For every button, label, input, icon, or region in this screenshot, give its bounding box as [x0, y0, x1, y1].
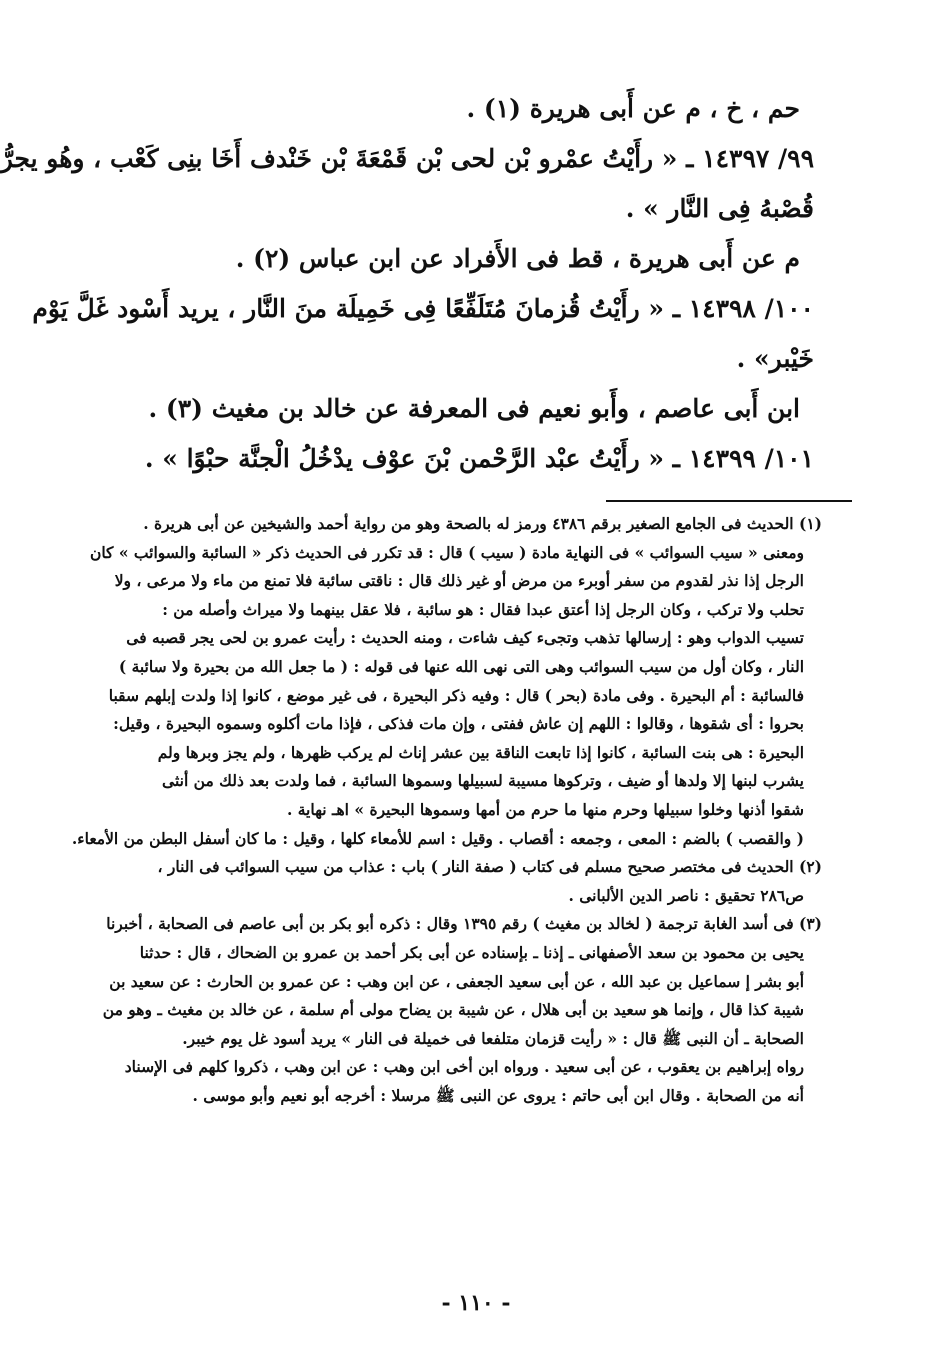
footnote-line: (٣) فى أسد الغابة ترجمة ( لخالد بن مغيث ) رقم ١٣٩٥ وقال : ذكره أبو بكر بن أبى عاصم فى الصحابة ، أخبرنا	[106, 914, 822, 934]
footnote-line: النار ، وكان أول من سيب السوائب وهى التى نهى الله عنها فى قوله : ( ما جعل الله من بحيرة ولا سائبة )	[118, 656, 804, 676]
footnote-line: البحيرة : هى بنت السائبة ، كانوا إذا تابعت الناقة بين عشر إناث لم يركب ظهرها ، ولم يجز وبرها ولم	[157, 742, 804, 762]
footnote-line: ص٢٨٦ تحقيق : ناصر الدين الألبانى .	[568, 885, 804, 905]
source-line-1: حم ، خ ، م عن أَبى هريرة (١) .	[466, 94, 800, 123]
hadith-101-line-1: ١٠١/ ١٤٣٩٩ ـ « رأَيْتُ عبْد الرَّحْمن بْنَ عوْف يدْخُلُ الْجنَّة حبْوًا » .	[144, 444, 814, 473]
footnote-line: (١) الحديث فى الجامع الصغير برقم ٤٣٨٦ ورمز له بالصحة وهو من رواية أحمد والشيخين عن أبى هريرة .	[143, 514, 822, 533]
footnote-line: شيبة كذا قال ، وإنما هو سعيد بن أبى هلال ، عن شيبة بن يضاح مولى أم سلمة ، عن خالد بن مغيث ـ وهو من	[102, 1000, 804, 1020]
hadith-99-line-1: ٩٩/ ١٤٣٩٧ ـ « رأَيْتُ عمْرو بْن لحى بْن قَمْعَةَ بْن خَنْدف أَخَا بنِى كَعْب ، وهُو يجرُّ	[0, 144, 814, 173]
footnote-divider	[606, 500, 852, 502]
footnotes	[70, 510, 822, 1110]
footnote-line: يشرب لبنها إلا ولدها أو ضيف ، وتركوها مسيبة لسبيلها وسموها السائبة ، فما ولدت بعد ذلك من أنثى	[162, 771, 804, 791]
footnote-line: أبو بشر إ سماعيل بن عبد الله ، عن أبى سعيد الجعفى ، عن ابن وهب : عن عمرو بن الحارث : عن سعيد بن	[109, 971, 804, 991]
footnote-line: تسيب الدواب وهو : إرسالها تذهب وتجىء كيف شاءت ، ومنه الحديث : رأيت عمرو بن لحى يجر قصبه فى	[126, 628, 804, 648]
hadith-100-line-1: ١٠٠/ ١٤٣٩٨ ـ « رأَيْتُ قُزمانَ مُتَلَفِّعًا فِى خَمِيلَة منَ النَّار ، يريد أَسْود غَلَّ يَوْم	[32, 294, 814, 323]
footnote-line: شقوا أذنها وخلوا سبيلها وحرم منها ما حرم من أمها وسموها البحيرة » اهـ نهاية .	[286, 799, 804, 819]
hadith-100-line-2: خَيْبر» .	[736, 344, 814, 373]
footnote-line: تحلب ولا تركب ، وكان الرجل إذا أعتق عبدا فقال : هو سائبة ، فلا عقل بينهما ولا ميراث وأصله من :	[162, 599, 804, 619]
footnote-line: الرجل إذا نذر لقدوم من سفر أوبرء من مرض أو غير ذلك قال : ناقتى سائبة فلا تمنع من ماء ولا مرعى ، ولا	[114, 571, 804, 591]
footnote-line: بحروا : أى شقوها ، وقالوا : اللهم إن عاش ففتى ، وإن مات فذكى ، فإذا مات أكلوه وسموه البحيرة ، وقيل:	[113, 714, 804, 734]
footnote-line: ( والقصب ) بالضم : المعى ، وجمعه : أقصاب . وقيل : اسم للأمعاء كلها ، وقيل : ما كان أسفل البطن من الأمعاء.	[71, 828, 804, 848]
source-line-2: م عن أَبى هريرة ، قط فى الأَفراد عن ابن عباس (٢) .	[235, 244, 800, 273]
footnote-line: الصحابة ـ أن النبى ﷺ قال : « رأيت قزمان متلفعا فى خميلة فى النار » يريد أسود غل يوم خيبر.	[182, 1028, 804, 1048]
hadith-99-line-2: قُصْبهُ فِى النَّار » .	[625, 194, 814, 223]
footnote-line: فالسائبة : أم البحيرة . وفى مادة (بحر ) قال : وفيه ذكر البحيرة ، فى غير موضع ، كانوا إذا ولدت إبلهم سقبا	[108, 685, 804, 705]
footnote-line: يحيى بن محمود بن سعد الأصفهانى ـ إذنا ـ بإسناده عن أبى بكر أحمد بن عمرو بن الضحاك ، قال : حدثنا	[139, 942, 804, 962]
footnote-line: أنه من الصحابة . وقال ابن أبى حاتم : يروى عن النبى ﷺ مرسلا : أخرجه أبو نعيم وأبو موسى .	[192, 1085, 804, 1105]
footnote-line: (٢) الحديث فى مختصر صحيح مسلم فى كتاب ( صفة النار ) باب : عذاب من سيب السوائب فى النار ،	[157, 857, 822, 877]
source-line-3: ابن أَبى عاصم ، وأَبو نعيم فى المعرفة عن خالد بن مغيث (٣) .	[148, 394, 800, 423]
footnote-line: ومعنى « سيب السوائب » فى النهاية مادة ( سيب ) قال : قد تكرر فى الحديث ذكر « السائبة والسوائب » كان	[89, 542, 804, 562]
footnote-line: رواه إبراهيم بن يعقوب ، عن أبى سعيد . ورواه ابن أخى ابن وهب : عن ابن وهب ، ذكروا كلهم فى الإسناد	[124, 1057, 804, 1077]
page-number: - ١١٠ -	[441, 1290, 511, 1316]
main-text	[0, 84, 814, 484]
